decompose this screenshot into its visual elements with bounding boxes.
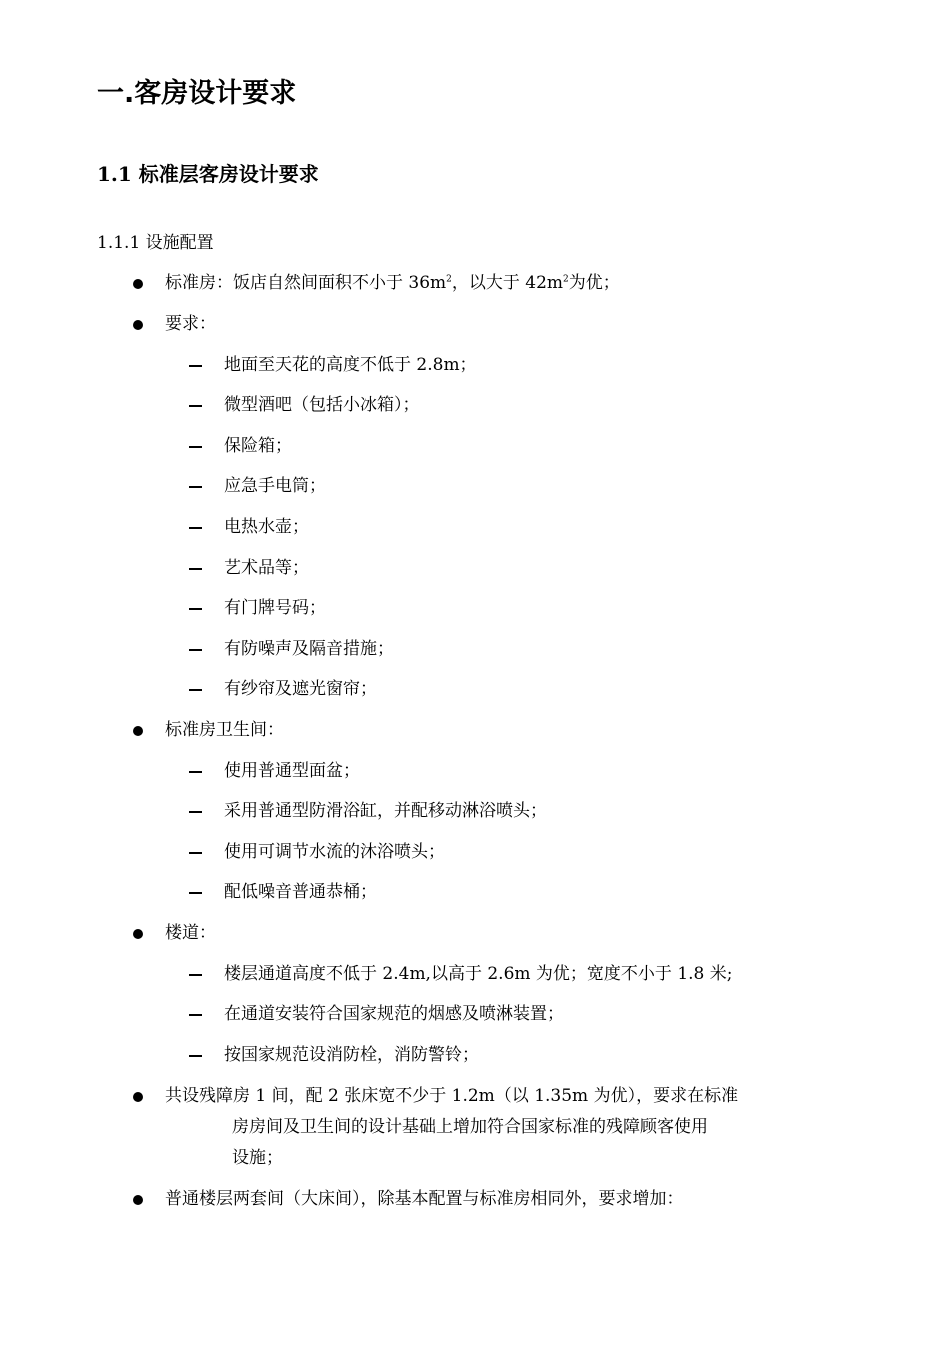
dash-icon — [189, 405, 202, 407]
bullet-icon — [133, 1092, 143, 1102]
accessible-room-line2: 房房间及卫生间的设计基础上增加符合国家标准的残障顾客使用 — [232, 1117, 708, 1137]
section-heading: 1.1 标准层客房设计要求 — [97, 162, 319, 186]
document-page: 一.客房设计要求 1.1 标准层客房设计要求 1.1.1 设施配置 标准房：饭店自然间面积不小于 $36m^2$，以大于 $42m^2$为优； 要求： 地面至天花的高度不低于 2.8m； 微型酒吧（包括小冰箱）； 保险箱； 应急手电筒； 电热水壶； 艺术品等； 有门牌号码； 有防噪声及隔音措施； 有纱帘及遮光窗帘； 标准房卫生间： 使用普通型面盆； 采用普通型防滑浴缸，并配移动淋浴喷头； 使用可调节水流的沐浴喷头； 配低噪音普通恭桶； 楼道： 楼层通道高度不低于 2.4m,以高于 2.6m 为优；宽度不小于 1.8 米; 在通道安装符合国家规范的烟感及喷淋装置； 按国家规范设消防栓，消防警铃； 共设残障房 1 间，配 2 张床宽不少于 1.2m（以 1.35m 为优），要求在标准 房房间及卫生间的设计基础上增加符合国家标准的残障顾客使用 设施； 普通楼层两套间（大床间），除基本配置与标准房相同外，要求增加： — [0, 0, 950, 1345]
standard-room-text: 标准房：饭店自然间面积不小于 $36m^2$，以大于 $42m^2$为优； — [165, 273, 620, 293]
dash-icon — [189, 811, 202, 813]
dash-icon — [189, 649, 202, 651]
dash-icon — [189, 892, 202, 894]
dash-icon — [189, 852, 202, 854]
dash-icon — [189, 527, 202, 529]
subsection-heading: 1.1.1 设施配置 — [97, 233, 214, 253]
bullet-icon — [133, 726, 143, 736]
bullet-icon — [133, 1195, 143, 1205]
bathroom-label: 标准房卫生间： — [165, 720, 284, 740]
page-title: 一.客房设计要求 — [97, 78, 297, 109]
dash-icon — [189, 608, 202, 610]
dash-icon — [189, 689, 202, 691]
corridor-label: 楼道： — [165, 923, 216, 943]
bullet-icon — [133, 279, 143, 289]
dash-icon — [189, 974, 202, 976]
dash-icon — [189, 1014, 202, 1016]
accessible-room-line3: 设施； — [232, 1148, 283, 1168]
dash-icon — [189, 446, 202, 448]
dash-icon — [189, 365, 202, 367]
bullet-icon — [133, 320, 143, 330]
dash-icon — [189, 1055, 202, 1057]
requirements-label: 要求： — [165, 314, 216, 334]
bullet-icon — [133, 929, 143, 939]
dash-icon — [189, 568, 202, 570]
dash-icon — [189, 771, 202, 773]
dash-icon — [189, 486, 202, 488]
